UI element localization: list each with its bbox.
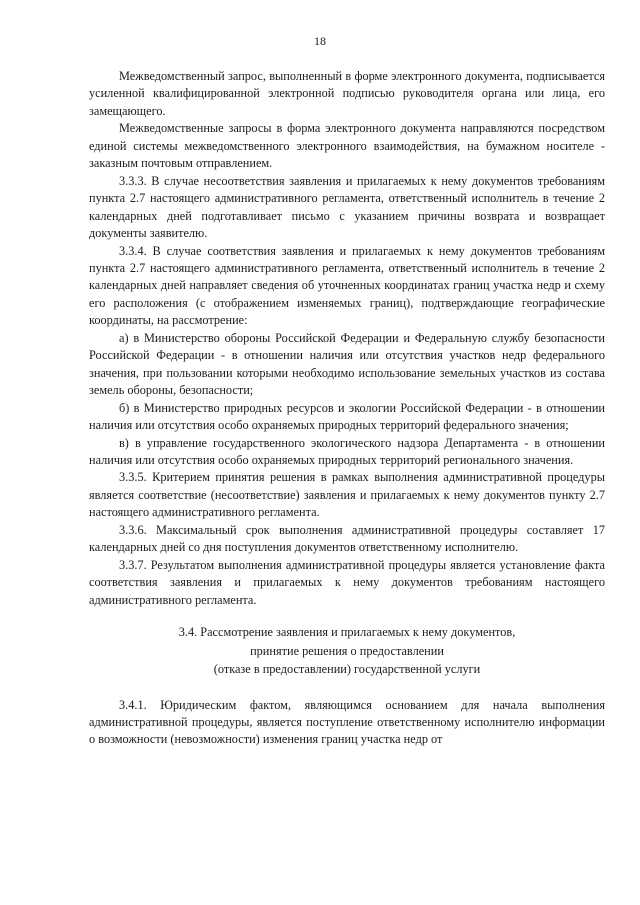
list-item-a: а) в Министерство обороны Российской Федерации и Федеральную службу безопасности Российской Федерации - в отношении наличия или отсутствия участков недр федерального значения, при пользовании которыми необходимо использование земельных участков из состава земель обороны, безопасности; (89, 330, 605, 398)
paragraph-3-3-3: 3.3.3. В случае несоответствия заявления и прилагаемых к нему документов требованиям пункта 2.7 настоящего административного регламента, ответственный исполнитель в течение 2 календарных дней подготавливает письмо с указанием причины возврата и возвращает документы заявителю. (89, 173, 605, 241)
page-number: 18 (314, 34, 326, 48)
paragraph-3-3-6: 3.3.6. Максимальный срок выполнения административной процедуры составляет 17 календарных дней со дня поступления документов ответственному исполнителю. (89, 522, 605, 555)
list-item-b: б) в Министерство природных ресурсов и экологии Российской Федерации - в отношении наличия или отсутствия особо охраняемых природных территорий федерального значения; (89, 400, 605, 433)
section-heading-line-3: (отказе в предоставлении) государственной услуги (213, 662, 481, 677)
paragraph-request-delivery: Межведомственные запросы в форма электронного документа направляются посредством единой системы межведомственного электронного взаимодействия, на бумажном носителе - заказным почтовым отправлением. (89, 121, 605, 171)
section-heading-3-4 (89, 623, 605, 679)
paragraph-request-signature: Межведомственный запрос, выполненный в форме электронного документа, подписывается усиленной квалифицированной электронной подписью руководителя органа или лица, его замещающего. (89, 69, 605, 118)
paragraph-3-3-4: 3.3.4. В случае соответствия заявления и прилагаемых к нему документов требованиям пункта 2.7 настоящего административного регламента, ответственный исполнитель в течение 2 календарных дней направляет сведения об уточненных координатах границ участка недр и схему его расположения (с отображением изменяемых границ), подтверждающие географические координаты, на рассмотрение: (89, 243, 605, 328)
paragraph-3-3-5: 3.3.5. Критерием принятия решения в рамках выполнения административной процедуры является соответствие (несоответствие) заявления и прилагаемых к нему документов пункту 2.7 настоящего административного регламента. (89, 470, 605, 520)
section-heading-line-1: 3.4. Рассмотрение заявления и прилагаемых к нему документов, (178, 625, 516, 640)
paragraph-3-3-7: 3.3.7. Результатом выполнения административной процедуры является установление факта соответствия заявления и прилагаемых к нему документов требованиям настоящего административного регламента. (89, 557, 605, 607)
page-body (89, 68, 605, 749)
section-heading-line-2: принятие решения о предоставлении (250, 643, 444, 658)
list-item-v: в) в управление государственного экологического надзора Департамента - в отношении наличия или отсутствия особо охраняемых природных территорий регионального значения. (89, 435, 605, 467)
paragraph-3-4-1: 3.4.1. Юридическим фактом, являющимся основанием для начала выполнения административной процедуры, является поступление ответственному исполнителю информации о возможности (невозможности) изменения границ участка недр от (89, 697, 605, 747)
